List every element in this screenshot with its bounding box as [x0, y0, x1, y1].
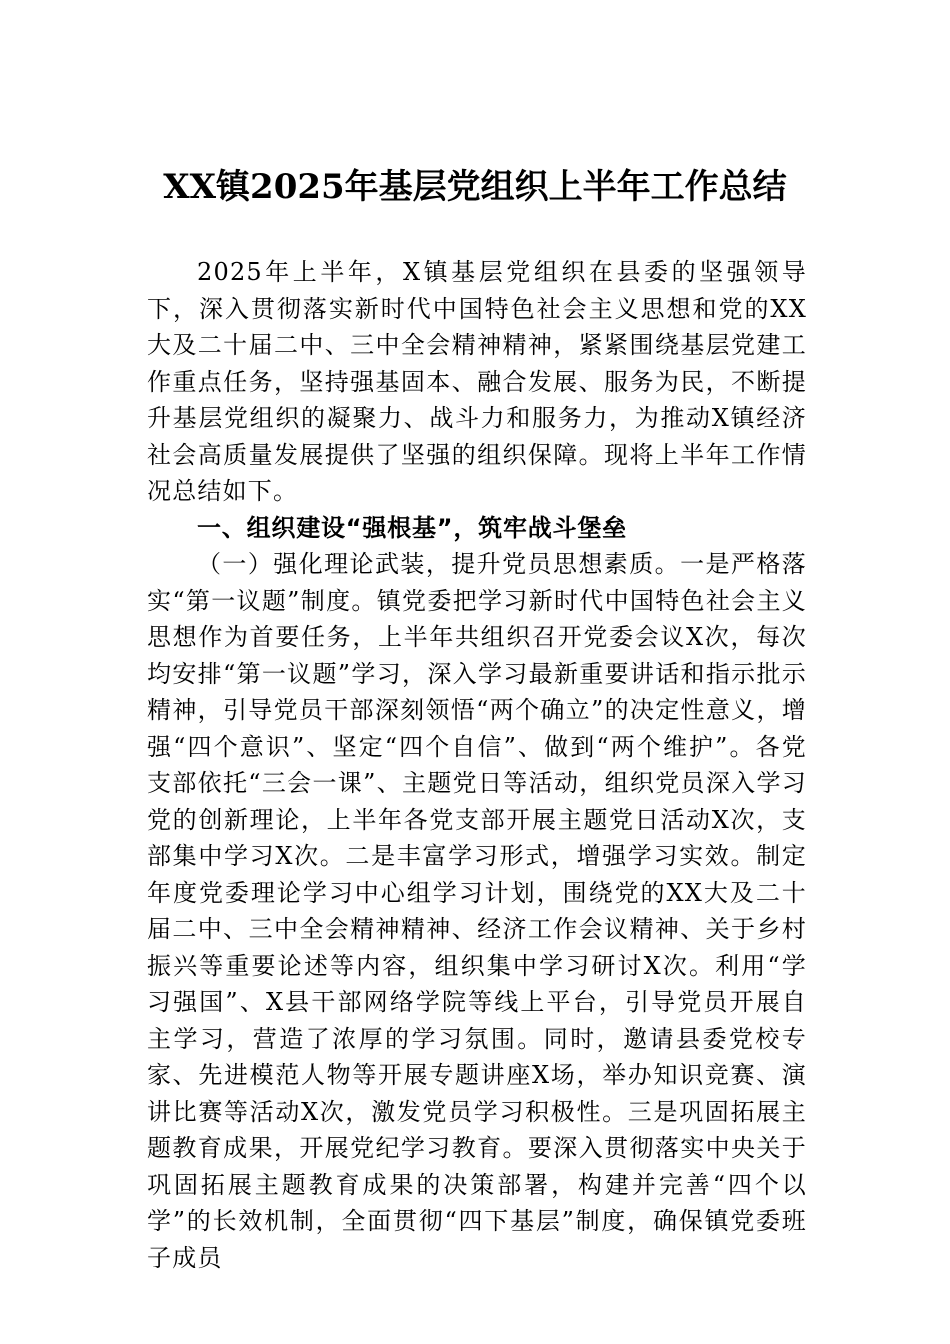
- section-1-paragraph-1: （一）强化理论武装，提升党员思想素质。一是严格落实“第一议题”制度。镇党委把学习新时代中国特色社会主义思想作为首要任务，上半年共组织召开党委会议X次，每次均安排“第一议题”学习，深入学习最新重要讲话和指示批示精神，引导党员干部深刻领悟“两个确立”的决定性意义，增强“四个意识”、坚定“四个自信”、做到“两个维护”。各党支部依托“三会一课”、主题党日等活动，组织党员深入学习党的创新理论，上半年各党支部开展主题党日活动X次，支部集中学习X次。二是丰富学习形式，增强学习实效。制定年度党委理论学习中心组学习计划，围绕党的XX大及二十届二中、三中全会精神精神、经济工作会议精神、关于乡村振兴等重要论述等内容，组织集中学习研讨X次。利用“学习强国”、X县干部网络学院等线上平台，引导党员开展自主学习，营造了浓厚的学习氛围。同时，邀请县委党校专家、先进模范人物等开展专题讲座X场，举办知识竞赛、演讲比赛等活动X次，激发党员学习积极性。三是巩固拓展主题教育成果，开展党纪学习教育。要深入贯彻落实中央关于巩固拓展主题教育成果的决策部署，构建并完善“四个以学”的长效机制，全面贯彻“四下基层”制度，确保镇党委班子成员: [147, 550, 807, 1272]
- document-title: XX镇2025年基层党组织上半年工作总结: [163, 167, 787, 207]
- intro-paragraph: 2025年上半年，X镇基层党组织在县委的坚强领导下，深入贯彻落实新时代中国特色社会主义思想和党的XX大及二十届二中、三中全会精神精神，紧紧围绕基层党建工作重点任务，坚持强基固本、融合发展、服务为民，不断提升基层党组织的凝聚力、战斗力和服务力，为推动X镇经济社会高质量发展提供了坚强的组织保障。现将上半年工作情况总结如下。: [147, 258, 807, 505]
- document-body: [147, 254, 807, 1276]
- section-1-heading: 一、组织建设“强根基”，筑牢战斗堡垒: [197, 513, 627, 542]
